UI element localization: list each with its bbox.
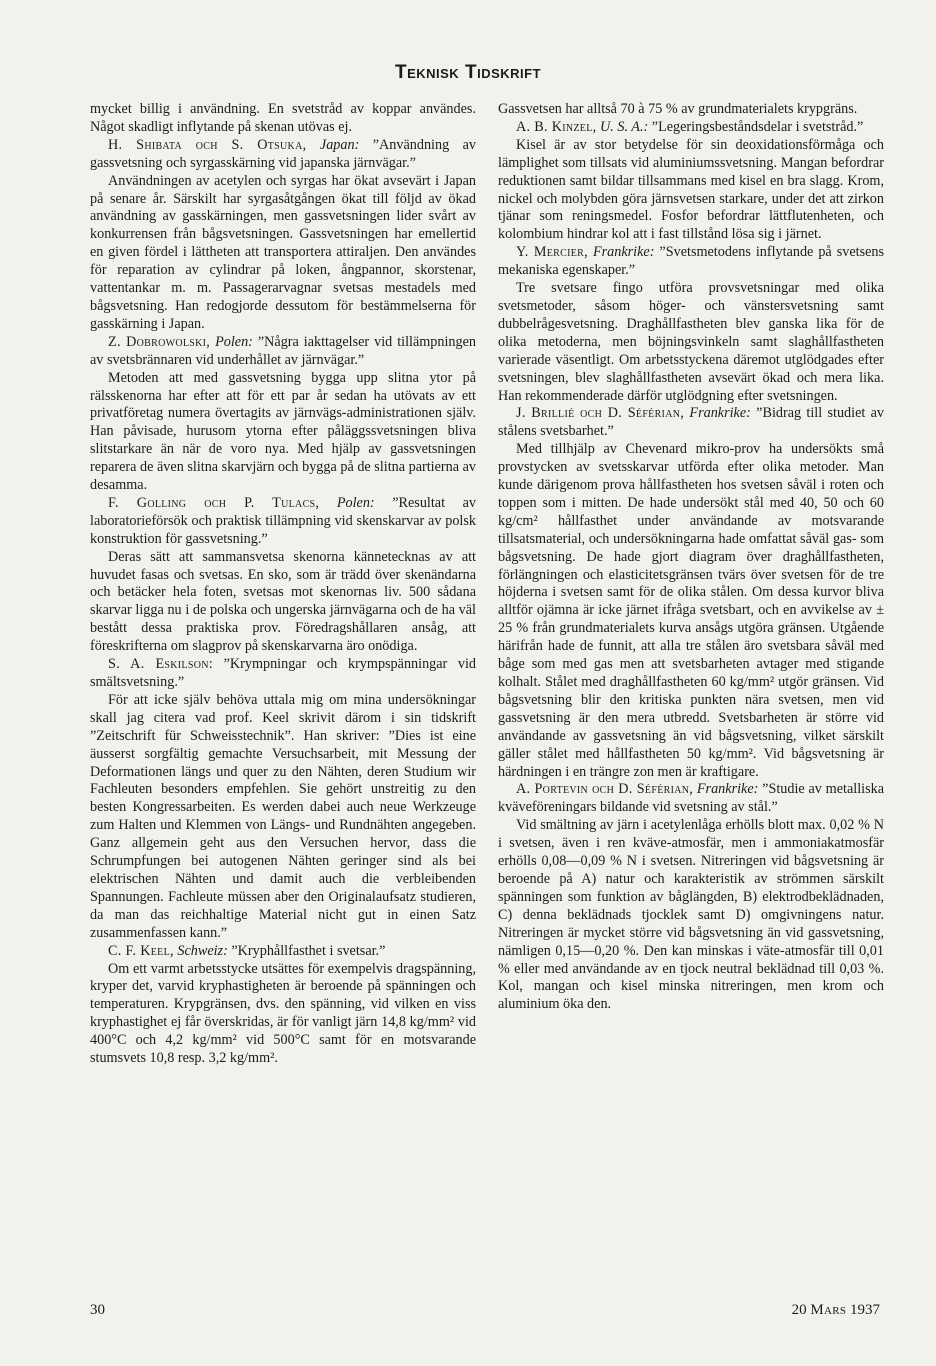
paragraph: Metoden att med gassvetsning bygga upp slitna ytor på rälsskenorna har efter att för ett par år sedan ha utövats av ett privatföretag numera övertagits av järnvägs-administrationen själv. Han påvisade, hurusom ytorna efter påläggssvetsningen bliva slitstarkare än när de voro nya. Med hjälp av gassvetsningen reparera de även slitna skarvjärn och bygga på de slitna partierna av desamma. [90, 369, 476, 494]
country: Polen: [336, 494, 375, 511]
author: Z. Dobrowolski, [108, 333, 211, 350]
date-month: Mars [810, 1302, 847, 1318]
country: Polen: [215, 333, 253, 350]
paper-heading [90, 334, 476, 370]
paragraph: Deras sätt att sammansvetsa skenorna kännetecknas av att huvudet fasas och svetsas. En sko, som är trädd över skenändarna och betäcker hela foten, svetsas mot skenornas liv. 500 sådana skarvar ligga nu i de polska och ungerska järnvägarna och de ha väl bestått dessa praktiska prov. Föredragshållaren ansåg, att föreskrifterna om slagprov på skenskarvarna äro onödiga. [90, 548, 476, 655]
paper-heading [498, 244, 884, 280]
paragraph: Tre svetsare fingo utföra provsvetsningar med olika svetsmetoder, såsom höger- och vänstersvetsning samt dubbelrågesvetsning. Draghållfastheten blev ganska lika för de olika metoderna, men böjningsvinkeln samt slaghållfastheten varierade väsentligt. Om arbetsstyckena däremot utglödgades efter svetsningen, blev slaghållfastheten avsevärt ökad och mera lika. Han rekommenderade därför utglödgning efter svetsningen. [498, 280, 884, 404]
author: S. A. Eskilson: [108, 656, 213, 673]
right-column [498, 101, 884, 1014]
paper-title: ”Kryphållfasthet i svetsar.” [227, 942, 386, 959]
paper-title: ”Några iakttagelser vid tillämpningen av svetsbrännaren vid underhållet av järnvägar.” [90, 333, 476, 368]
paragraph: Kisel är av stor betydelse för sin deoxidationsförmåga och lämplighet som tillsats vid aluminiumssvetsning. Mangan befordrar reduktionen samt bildar tillsammans med kisel en bra slagg. Krom, nickel och molybden göra järnsvetsen starkare, under det att zirkon tjänar som reningsmedel. Fosfor befordrar lättflutenheten, och kolombium hindrar kol att i fast tillstånd lösa sig i järnet. [498, 136, 884, 243]
author: H. Shibata och S. Otsuka, [108, 136, 307, 153]
paper-heading [90, 495, 476, 549]
paragraph: Om ett varmt arbetsstycke utsättes för exempelvis dragspänning, kryper det, varvid kryphastigheten är beroende på spänningen och temperaturen. Krypgränsen, dvs. den spänning, vid vilken en viss kryphastighet ej får överskridas, är för vanligt järn 14,8 kg/mm² vid 400°C och 4,2 kg/mm² vid 500°C samt för en motsvarande stumsvets 10,8 resp. 3,2 kg/mm². [90, 960, 476, 1067]
country: Frankrike: [696, 781, 759, 798]
paper-heading [90, 656, 476, 692]
page-header: Teknisk Tidskrift [394, 62, 542, 83]
paper-heading [498, 781, 884, 817]
author: C. F. Keel, [108, 942, 174, 959]
issue-date [792, 1302, 880, 1319]
paper-heading [90, 137, 476, 173]
paragraph: För att icke själv behöva uttala mig om mina undersökningar skall jag citera vad prof. Keel skrivit därom i sin tidskrift ”Zeitschrift für Schweisstechnik”. Han skriver: ”Dies ist eine äusserst sorgfältig gemachte Versuchsarbeit, mit Messung der Deformationen längs und quer zu den Nähten, deren Studium wir Fachleuten besonders empfehlen. Sie gehört unstreitig zu den besten Kongressarbeiten. Es werden dabei auch neue Werkzeuge zum Halten und Klemmen von Längs- und Rundnähten angegeben. Ganz allgemein geht aus den Versuchen hervor, dass die Schrumpfungen bei autogenen Nähten geringer sind als bei elektrischen Nähten und damit auch die verbleibenden Spannungen. Fachleute müssen aber den Originalaufsatz studieren, da man das reichhaltige Material nicht gut in einen Satz zusammenfassen kann.” [90, 691, 476, 941]
paper-title: ”Bidrag till studiet av stålens svetsbarhet.” [498, 405, 885, 440]
country: Frankrike: [689, 405, 751, 422]
author: J. Brillié och D. Séférian, [516, 405, 685, 422]
paper-heading [498, 405, 884, 441]
author: F. Golling och P. Tulacs, [108, 494, 320, 511]
paragraph: Gassvetsen har alltså 70 à 75 % av grundmaterialets krypgräns. [498, 101, 858, 117]
date-day: 20 [791, 1302, 807, 1318]
author: Y. Mercier, [516, 244, 588, 261]
paper-heading [90, 943, 476, 961]
paper-title: ”Krympningar och krympspänningar vid smältsvetsning.” [90, 656, 477, 690]
page-number: 30 [90, 1302, 105, 1318]
paragraph: Med tillhjälp av Chevenard mikro-prov ha undersökts små provstycken av svetsskarvar utförda efter olika metoder. Man kunde därigenom prova hållfastheten hos svetsen såväl i roten och toppen som i mitten. De hade undersökt stål med 40, 50 och 60 kg/cm² hållfasthet under användande av motsvarande tillsatsmaterial, och undersökningarna hade omfattat såväl gas- som bågsvetsning. De hade gjort diagram över draghållfastheten, förlängningen och elasticitetsgränsen tvärs över svetsen för de tre höjderna i svetsen samt för de olika stålen. Om dessa kurvor bliva alltför ojämna är icke järnet ifråga svetsbart, och en avvikelse av ± 25 % från grundmaterialets kurva ansågs utgöra gränsen. Utgående härifrån hade de funnit, att alla tre stålen äro svetsbara såväl med båge som med gas men att svetsbarheten avtager med stigande kolhalt. Stålet med draghållfastheten 60 kg/mm² utgör gränsen. Vid bågsvetsning blir den kritiska punkten nära svetsen, men vid gassvetsning är den mera utbredd. Svetsbarheten är större vid användande av gassvetsning än vid bågsvetsning, vilket särskilt gäller stålet med hållfastheten 50 kg/mm². Vid bågsvetsning är härdningen i en trängre zon men är kraftigare. [498, 441, 884, 780]
left-column [90, 101, 476, 1068]
country: Japan: [319, 136, 360, 153]
paper-title: ”Svetsmetodens inflytande på svetsens mekaniska egenskaper.” [498, 244, 884, 279]
paper-title: ”Användning av gassvetsning och syrgasskärning vid japanska järnvägar.” [90, 136, 476, 171]
author: A. B. Kinzel, [516, 118, 597, 135]
paper-heading [498, 119, 884, 137]
country: Schweiz: [177, 942, 228, 959]
country: Frankrike: [592, 244, 655, 261]
author: A. Portevin och D. Séférian, [516, 781, 694, 798]
paragraph: mycket billig i användning. En svetstråd av koppar användes. Något skadligt inflytande på skenan utövas ej. [90, 101, 476, 135]
paper-title: ”Resultat av laboratorieförsök och praktisk tillämpning vid skenskarvar av polsk konstruktion för gassvetsning.” [90, 494, 476, 547]
country: U. S. A.: [600, 118, 649, 135]
date-year: 1937 [850, 1302, 880, 1318]
paper-title: ”Studie av metalliska kväveföreningars bildande vid svetsning av stål.” [498, 781, 884, 816]
paper-title: ”Legeringsbeståndsdelar i svetstråd.” [648, 118, 864, 135]
paragraph: Vid smältning av järn i acetylenlåga erhölls blott max. 0,02 % N i svetsen, även i ren kväve-atmosfär, men i ammoniakatmosfär erhölls 0,08—0,09 % N i svetsen. Nitreringen vid bågsvetsning är beroende på A) natur och karakteristik av strömmen särskilt spänningen som funktion av båglängden, B) elektrodbeklädnaden, C) denna beklädnads tjocklek samt D) omgivningens natur. Nitreringen är mycket större vid bågsvetsning än vid gassvetsning, nämligen 0,15—0,20 %. Den kan minskas i väte-atmosfär till 0,01 % eller med användande av en tjock neutral beklädnad till 0,03 %. Kol, mangan och kisel minska nitreringen, men krom och aluminium öka den. [498, 817, 884, 1013]
paragraph: Användningen av acetylen och syrgas har ökat avsevärt i Japan på senare år. Särskilt har syrgasåtgången ökat till följd av ökad användning av gasskärningen, men gassvetsningen lider svårt av konkurrensen från bågsvetsningen. Gassvetsningen har emellertid en given fördel i lättheten att transportera attiraljen. Den användes för reparation av cylindrar på loken, ångpannor, skorstenar, vattentankar m. m. Passagerarvagnar svetsas mestadels med bågsvetsning. Han redogjorde dessutom för bestämmelserna för gasskärning i Japan. [90, 172, 476, 332]
